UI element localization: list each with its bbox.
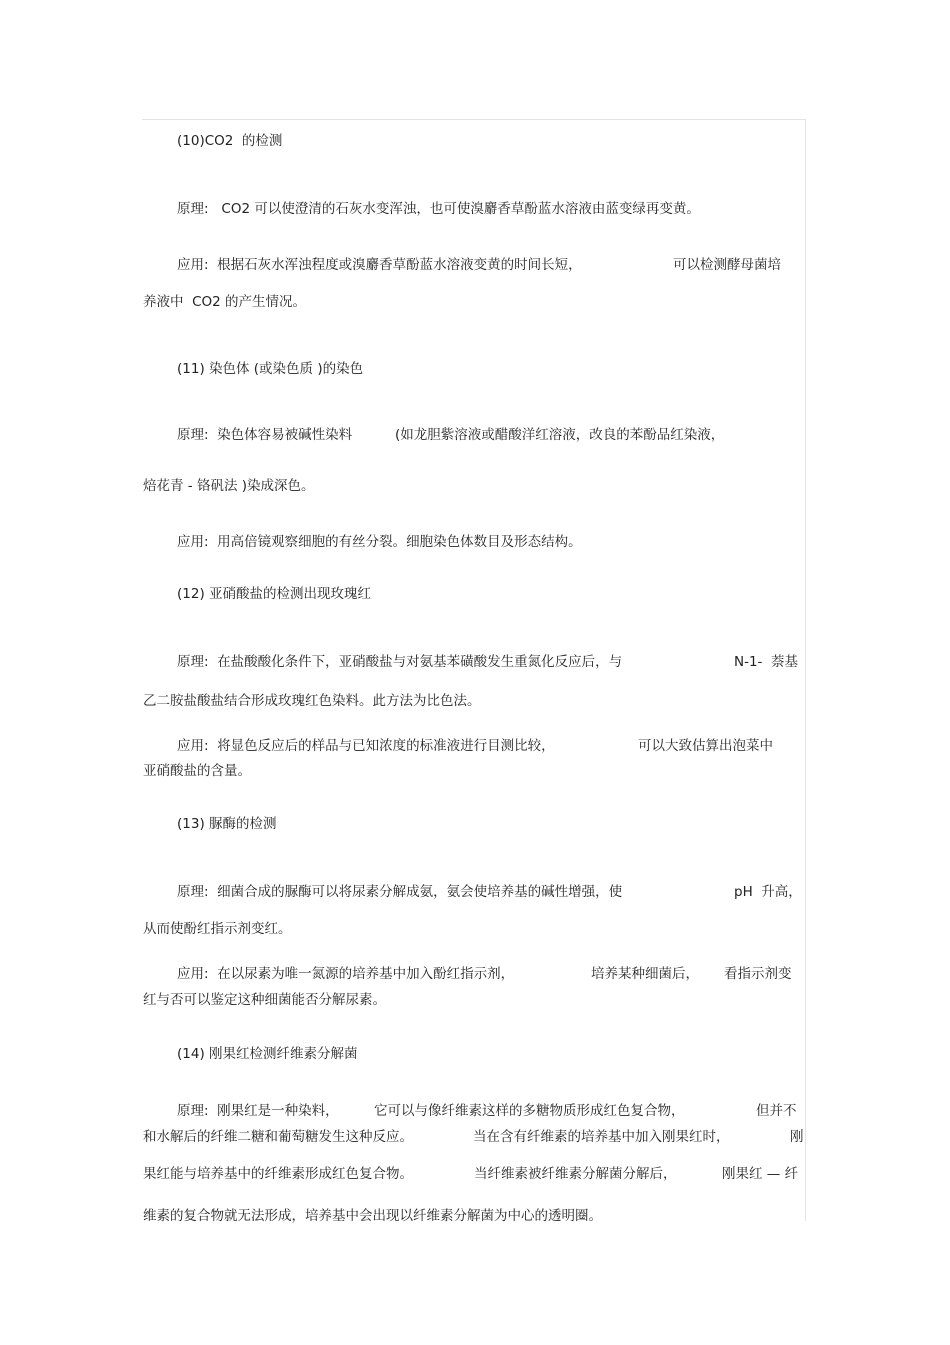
principle-text: 原理: 染色体容易被碱性染料 [177,427,353,443]
application-text: 养液中 CO2 的产生情况。 [143,294,307,310]
application-text: 可以大致估算出泡菜中 [638,738,773,754]
principle-text: 但并不 [756,1103,797,1119]
principle-text: (如龙胆紫溶液或醋酸洋红溶液，改良的苯酚品红染液， [395,427,725,443]
section-heading: (10)CO2 的检测 [177,133,283,149]
application-text: 亚硝酸盐的含量。 [143,763,251,779]
principle-text: 当在含有纤维素的培养基中加入刚果红时， [473,1129,730,1145]
application-text: 应用: 用高倍镜观察细胞的有丝分裂。细胞染色体数目及形态结构。 [177,534,582,550]
application-text: 应用: 在以尿素为唯一氮源的培养基中加入酚红指示剂， [177,966,515,982]
principle-text: 原理: 细菌合成的脲酶可以将尿素分解成氨，氨会使培养基的碱性增强，使 [177,884,623,900]
principle-text: N-1- 萘基 [734,654,799,670]
principle-text: 原理: 刚果红是一种染料， [177,1103,339,1119]
section-heading: (11) 染色体 (或染色质 )的染色 [177,361,364,377]
application-text: 看指示剂变 [724,966,792,982]
section-heading: (12) 亚硝酸盐的检测出现玫瑰红 [177,586,372,602]
principle-text: 乙二胺盐酸盐结合形成玫瑰红色染料。此方法为比色法。 [143,693,481,709]
principle-text: 刚果红 — 纤 [722,1166,799,1182]
application-text: 可以检测酵母菌培 [673,257,781,273]
application-text: 培养某种细菌后， [591,966,699,982]
principle-text: 当纤维素被纤维素分解菌分解后， [474,1166,677,1182]
principle-text: 维素的复合物就无法形成，培养基中会出现以纤维素分解菌为中心的透明圈。 [143,1208,602,1224]
principle-text: 原理: 在盐酸酸化条件下，亚硝酸盐与对氨基苯磺酸发生重氮化反应后，与 [177,654,623,670]
principle-text: 刚 [790,1129,804,1145]
section-heading: (14) 刚果红检测纤维素分解菌 [177,1046,358,1062]
principle-text: pH 升高， [734,884,802,900]
application-text: 应用: 根据石灰水浑浊程度或溴麝香草酚蓝水溶液变黄的时间长短， [177,257,582,273]
application-text: 红与否可以鉴定这种细菌能否分解尿素。 [143,992,386,1008]
application-text: 应用: 将显色反应后的样品与已知浓度的标准液进行目测比较， [177,738,555,754]
section-heading: (13) 脲酶的检测 [177,816,277,832]
principle-text: 原理: CO2 可以使澄清的石灰水变浑浊，也可使溴麝香草酚蓝水溶液由蓝变绿再变黄。 [177,201,700,217]
principle-text: 焙花青 - 铬矾法 )染成深色。 [143,478,315,494]
principle-text: 从而使酚红指示剂变红。 [143,921,292,937]
principle-text: 和水解后的纤维二糖和葡萄糖发生这种反应。 [143,1129,413,1145]
principle-text: 它可以与像纤维素这样的多糖物质形成红色复合物， [374,1103,685,1119]
principle-text: 果红能与培养基中的纤维素形成红色复合物。 [143,1166,413,1182]
